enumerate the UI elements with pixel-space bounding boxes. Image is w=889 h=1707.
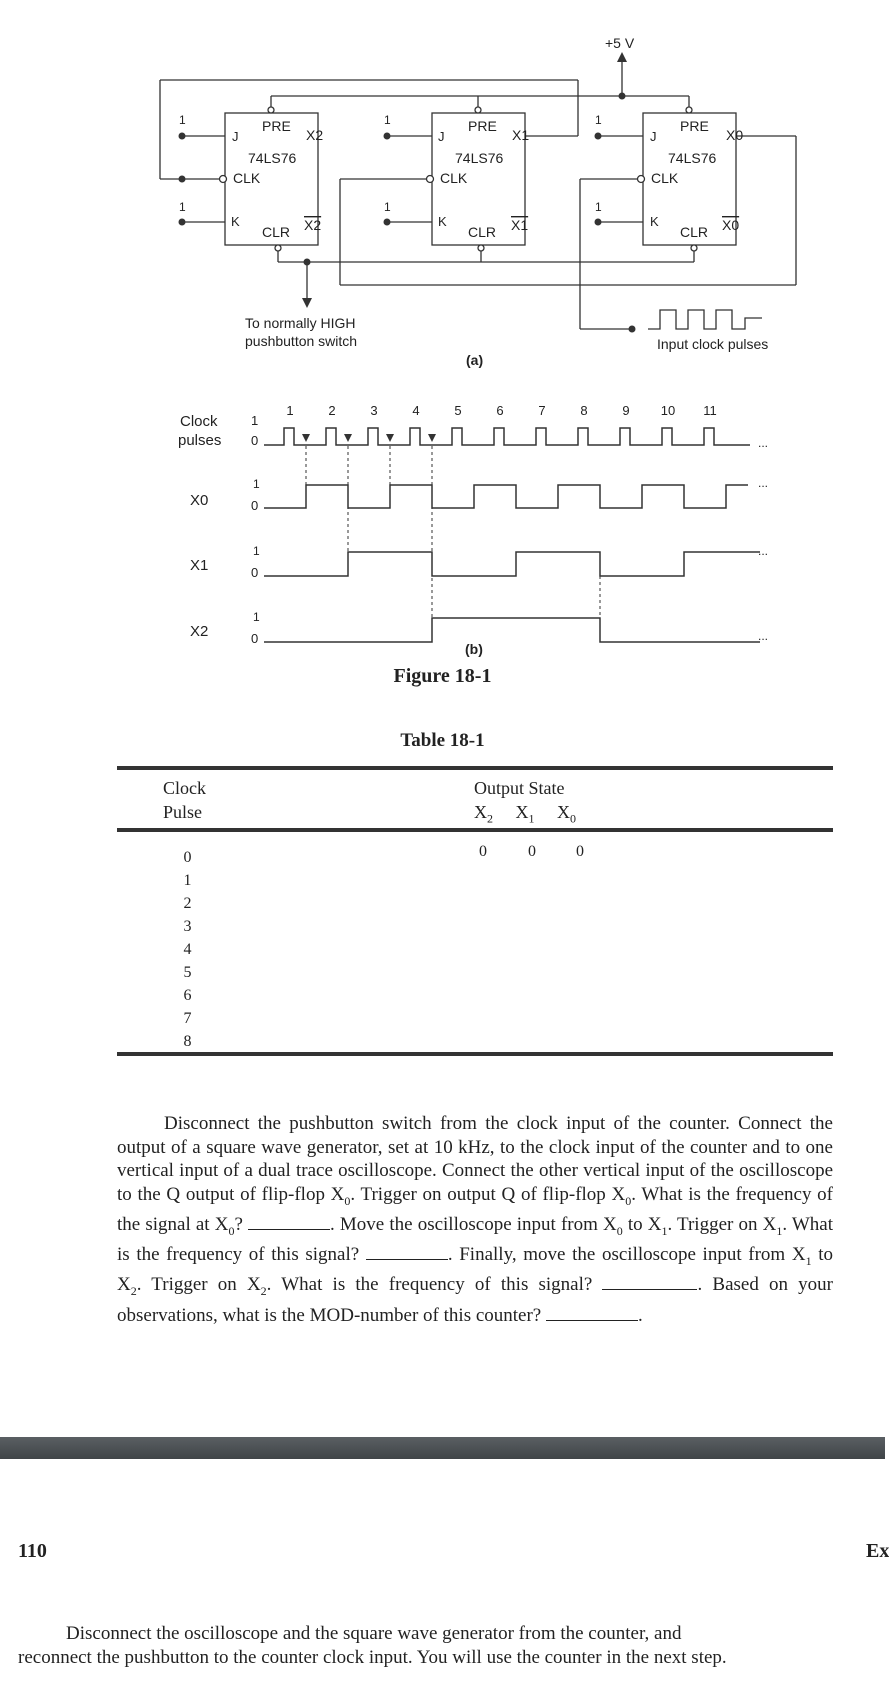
j-input-label: J bbox=[438, 129, 445, 144]
j-input-label: J bbox=[232, 129, 239, 144]
pre-label: PRE bbox=[262, 118, 291, 134]
table-cell: 6 bbox=[183, 987, 192, 1004]
answer-blank[interactable] bbox=[366, 1245, 448, 1260]
clr-label: CLR bbox=[468, 224, 497, 240]
high-level-label: 1 bbox=[595, 113, 602, 127]
continuation-mark: ... bbox=[758, 544, 769, 558]
table-cell: 0 bbox=[183, 849, 192, 866]
level-zero: 0 bbox=[251, 498, 259, 513]
output-state-header: Output State bbox=[474, 778, 565, 798]
pulse-number: 10 bbox=[660, 403, 676, 418]
page-divider bbox=[0, 1437, 885, 1459]
x0-waveform bbox=[264, 485, 748, 508]
part-a-label: (a) bbox=[466, 352, 484, 368]
signal-label: X1 bbox=[190, 557, 209, 574]
q-output-label: X2 bbox=[306, 127, 324, 143]
table-cell: 2 bbox=[183, 895, 192, 912]
output-column: $X_0$ bbox=[557, 802, 576, 826]
pulse-number: 4 bbox=[412, 403, 420, 418]
level-one: 1 bbox=[253, 610, 260, 624]
pulse-number: 11 bbox=[703, 403, 717, 418]
clock-waveform bbox=[264, 428, 750, 445]
pulse-number: 7 bbox=[538, 403, 546, 418]
high-level-label: 1 bbox=[384, 113, 391, 127]
clock-label: Clock bbox=[180, 413, 218, 430]
level-one: 1 bbox=[253, 477, 260, 491]
x2-waveform bbox=[264, 618, 760, 642]
table-cell: 5 bbox=[183, 964, 192, 981]
answer-blank[interactable] bbox=[602, 1275, 697, 1290]
qbar-output-label: X2 bbox=[304, 217, 322, 233]
level-one: 1 bbox=[253, 544, 260, 558]
answer-blank[interactable] bbox=[546, 1306, 638, 1321]
timing-diagram bbox=[0, 370, 885, 680]
output-column: $X_1$ bbox=[515, 802, 535, 826]
pre-label: PRE bbox=[468, 118, 497, 134]
x1-waveform bbox=[264, 552, 760, 576]
q-output-label: X1 bbox=[512, 127, 530, 143]
table-cell: 4 bbox=[183, 941, 192, 958]
part-b-label: (b) bbox=[465, 641, 483, 657]
high-level-label: 1 bbox=[179, 113, 186, 127]
continuation-mark: ... bbox=[758, 476, 769, 490]
signal-label: X2 bbox=[190, 623, 209, 640]
table-bottom-rule bbox=[117, 1052, 833, 1056]
clk-label: CLK bbox=[233, 170, 261, 186]
table-cell: 1 bbox=[183, 872, 192, 889]
pulse-number: 2 bbox=[328, 403, 336, 418]
pulse-number: 3 bbox=[370, 403, 378, 418]
level-zero: 0 bbox=[251, 565, 259, 580]
chip-label: 74LS76 bbox=[248, 150, 297, 166]
supply-label: +5 V bbox=[605, 35, 635, 51]
table-cell: 0 bbox=[576, 843, 584, 860]
k-input-label: K bbox=[438, 214, 447, 229]
qbar-output-label: X0 bbox=[722, 217, 740, 233]
clock-label: pulses bbox=[178, 432, 222, 449]
pulse-number: 1 bbox=[286, 403, 294, 418]
output-columns-header bbox=[474, 800, 576, 831]
chip-label: 74LS76 bbox=[668, 150, 717, 166]
level-one: 1 bbox=[251, 413, 259, 428]
high-level-label: 1 bbox=[384, 200, 391, 214]
k-input-label: K bbox=[231, 214, 240, 229]
table-cell: 7 bbox=[183, 1010, 192, 1027]
continuation-mark: ... bbox=[758, 629, 769, 643]
signal-label: X0 bbox=[190, 492, 209, 509]
clock-input-note: Input clock pulses bbox=[657, 336, 769, 352]
clr-label: CLR bbox=[262, 224, 291, 240]
pulse-number: 9 bbox=[622, 403, 630, 418]
pulse-number: 6 bbox=[496, 403, 504, 418]
switch-note: pushbutton switch bbox=[245, 333, 358, 349]
clock-pulse-column bbox=[175, 846, 200, 1053]
pre-label: PRE bbox=[680, 118, 709, 134]
clk-label: CLK bbox=[651, 170, 679, 186]
table-top-rule bbox=[117, 766, 833, 770]
q-output-label: X0 bbox=[726, 127, 744, 143]
figure-caption: Figure 18-1 bbox=[393, 665, 492, 687]
answer-blank[interactable] bbox=[248, 1215, 330, 1230]
table-header-rule bbox=[117, 828, 833, 832]
level-zero: 0 bbox=[251, 631, 259, 646]
output-column: $X_2$ bbox=[474, 802, 493, 826]
cut-off-header: Ex bbox=[866, 1540, 889, 1562]
switch-note: To normally HIGH bbox=[245, 315, 356, 331]
j-input-label: J bbox=[650, 129, 657, 144]
level-zero: 0 bbox=[251, 433, 259, 448]
clock-pulse-header: Clock Pulse bbox=[163, 778, 206, 822]
page-number: 110 bbox=[18, 1540, 47, 1562]
table-cell: 0 bbox=[479, 843, 487, 860]
next-paragraph: Disconnect the oscilloscope and the square wave generator from the counter, and reconnect the pushbutton to the counter clock input. You will use the counter in the next step. bbox=[18, 1623, 727, 1668]
instruction-paragraph: Disconnect the pushbutton switch from the clock input of the counter. Connect the output of a square wave generator, set at 10 kHz, to the clock input of the counter and to one vertical input of a dual trace oscilloscope. Connect the other vertical input of the oscilloscope to the Q output of flip-flop $X_0$. Trigger on output Q of flip-flop $X_0$. What is the frequency of the signal at $X_0$? . Move the oscilloscope input from $X_0$ to $X_1$. Trigger on $X_1$. What is the frequency of this signal? . Finally, move the oscilloscope input from $X_1$ to $X_2$. Trigger on $X_2$. What is the frequency of this signal? . Based on your observations, what is the MOD-number of this counter? . bbox=[117, 1113, 834, 1326]
pulse-number: 8 bbox=[580, 403, 588, 418]
clr-label: CLR bbox=[680, 224, 709, 240]
continuation-mark: ... bbox=[758, 436, 769, 450]
chip-label: 74LS76 bbox=[455, 150, 504, 166]
high-level-label: 1 bbox=[595, 200, 602, 214]
table-title: Table 18-1 bbox=[400, 730, 485, 751]
counter-schematic bbox=[0, 0, 885, 370]
high-level-label: 1 bbox=[179, 200, 186, 214]
table-cell: 8 bbox=[183, 1033, 192, 1050]
table-cell: 0 bbox=[528, 843, 536, 860]
k-input-label: K bbox=[650, 214, 659, 229]
qbar-output-label: X1 bbox=[511, 217, 529, 233]
clk-label: CLK bbox=[440, 170, 468, 186]
table-cell: 3 bbox=[183, 918, 192, 935]
pulse-number: 5 bbox=[454, 403, 462, 418]
